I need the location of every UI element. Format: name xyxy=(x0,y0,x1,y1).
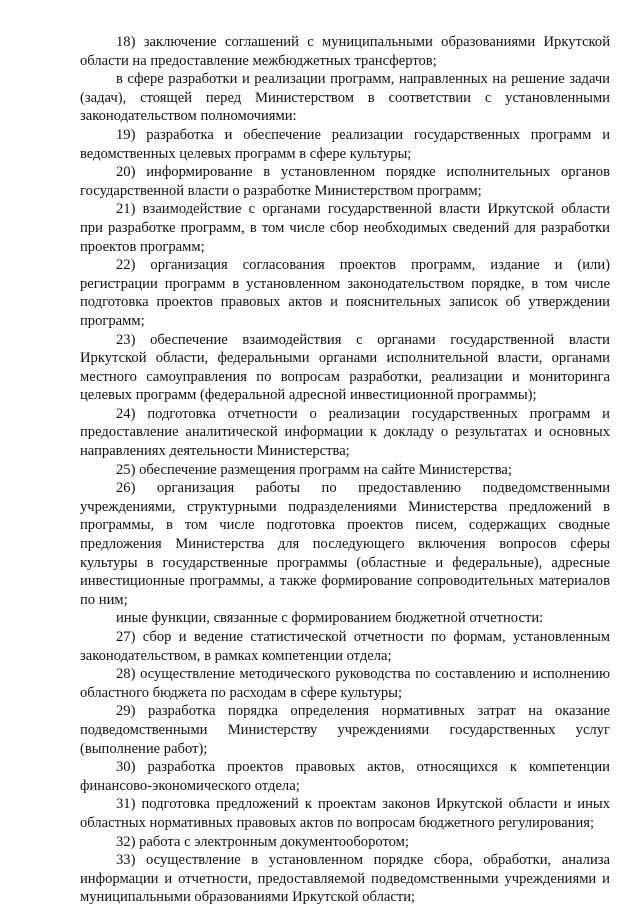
paragraph-programs-intro: в сфере разработки и реализации программ, направленных на решение задачи (задач), стоящей перед Министерством в соответствии с установленными законодательством полномочиями: xyxy=(80,71,610,125)
paragraph-reporting-intro: иные функции, связанные с формированием бюджетной отчетности: xyxy=(116,610,544,627)
paragraph-19: 19) разработка и обеспечение реализации государственных программ и ведомственных целевых программ в сфере культуры; xyxy=(80,126,610,162)
paragraph-23: 23) обеспечение взаимодействия с органами государственной власти Иркутской области, федеральными органами исполнительной власти, органами местного самоуправления по вопросам разработки, реализации и мониторинга целевых программ (федеральной адресной инвестиционной программы); xyxy=(80,331,610,404)
paragraph-28: 28) осуществление методического руководства по составлению и исполнению областного бюджета по расходам в сфере культуры; xyxy=(80,666,610,701)
paragraph-25: 25) обеспечение размещения программ на сайте Министерства; xyxy=(116,461,512,478)
paragraph-33: 33) осуществление в установленном порядке сбора, обработки, анализа информации и отчетности, предоставляемой подведомственными учреждениями и муниципальными образованиями Иркутской области; xyxy=(80,852,610,906)
paragraph-32: 32) работа с электронным документооборотом; xyxy=(116,833,409,850)
paragraph-26: 26) организация работы по предоставлению подведомственными учреждениями, структурными подразделениями Министерства предложений в программы, в том числе подготовка проектов писем, содержащих сводные предложения Министерства для последующего включения вопросов сферы культуры в государственные программы (областные и федеральные), адресные инвестиционные программы, а также формирование сопроводительных материалов по ним; xyxy=(80,480,610,608)
paragraph-18: 18) заключение соглашений с муниципальными образованиями Иркутской области на предоставление межбюджетных трансфертов; xyxy=(80,34,610,69)
paragraph-27: 27) сбор и ведение статистической отчетности по формам, установленным законодательством, в рамках компетенции отдела; xyxy=(80,629,610,664)
paragraph-22: 22) организация согласования проектов программ, издание и (или) регистрации программ в установленном законодательством порядке, в том числе подготовка проектов правовых актов и пояснительных записок об утверждении программ; xyxy=(80,257,610,329)
paragraph-29: 29) разработка порядка определения нормативных затрат на оказание подведомственными Министерству учреждениями государственных услуг (выполнение работ); xyxy=(80,703,610,757)
document-page xyxy=(80,33,610,907)
paragraph-21: 21) взаимодействие с органами государственной власти Иркутской области при разработке программ, в том числе сбор необходимых сведений для разработки проектов программ; xyxy=(80,201,610,255)
paragraph-24: 24) подготовка отчетности о реализации государственных программ и предоставление аналитической информации к докладу о результатах и основных направлениях деятельности Министерства; xyxy=(80,405,610,460)
paragraph-30: 30) разработка проектов правовых актов, относящихся к компетенции финансово-экономического отдела; xyxy=(80,759,610,794)
paragraph-20: 20) информирование в установленном порядке исполнительных органов государственной власти о разработке Министерством программ; xyxy=(80,164,610,199)
paragraph-31: 31) подготовка предложений к проектам законов Иркутской области и иных областных нормативных правовых актов по вопросам бюджетного регулирования; xyxy=(80,796,610,831)
